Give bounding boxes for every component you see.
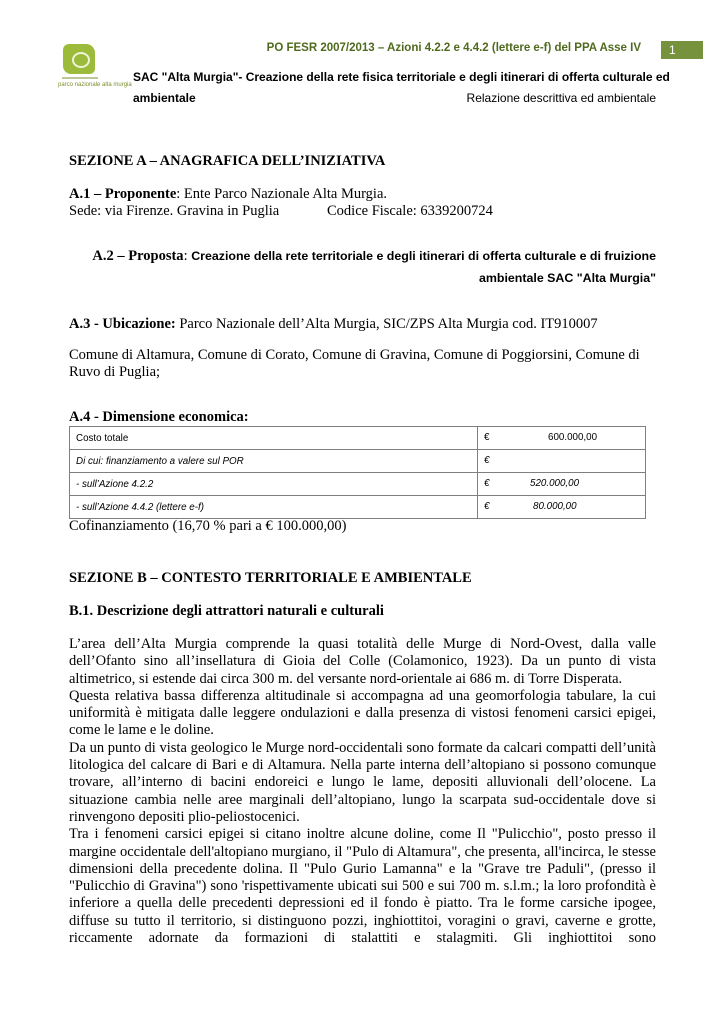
a2-colon: :	[183, 248, 192, 264]
amount: 600.000,00	[548, 432, 598, 443]
a2-value: Creazione della rete territoriale e degli itinerari di offerta culturale e di fruizione ambientale SAC "Alta Murgia"	[191, 249, 656, 285]
row-label: Costo totale	[70, 427, 478, 450]
a1-sede: Sede: via Firenze. Gravina in Puglia	[69, 203, 280, 219]
document-subtitle: Relazione descrittiva ed ambientale	[466, 91, 656, 105]
table-row	[70, 473, 646, 496]
a4-heading: A.4 - Dimensione economica:	[69, 409, 249, 425]
cofinanziamento: Cofinanziamento (16,70 % pari a € 100.000,00)	[69, 518, 347, 534]
a2-label: A.2 – Proposta	[92, 248, 184, 264]
row-label: Di cui: finanziamento a valere sul POR	[70, 450, 478, 473]
logo-divider	[62, 77, 98, 79]
paragraph: Da un punto di vista geologico le Murge nord-occidentali sono formate da calcari compatti dell’unità litologica del calcare di Bari e di Altamura. Nella parte interna dell’altopiano si possono comunque trovare, all’interno di bacini endoreici e lungo le lame, depositi alluvionali dell’olocene. La situazione cambia nelle aree marginali dell’altopiano, lungo la scarpata sud-occidentale dove si rinvengono depositi plio-peliostocenici.	[69, 739, 656, 825]
park-logo-icon	[63, 44, 95, 74]
row-amount-cell	[478, 427, 646, 450]
euro-symbol: €	[484, 432, 490, 443]
a1-codice-fiscale: Codice Fiscale: 6339200724	[327, 203, 493, 219]
euro-symbol: €	[484, 455, 490, 466]
euro-symbol: €	[484, 501, 490, 512]
a1-label: A.1 – Proponente	[69, 186, 177, 202]
paragraph: L’area dell’Alta Murgia comprende la quasi totalità delle Murge di Nord-Ovest, dalla valle dell’Ofanto sino all’insellatura di Gioia del Colle (Colamonico, 1923). Da un punto di vista altimetrico, si estende dai circa 300 m. del versante nord-orientale ai 686 m. di Torre Disperata.	[69, 636, 656, 687]
comuni-line1: Comune di Altamura, Comune di Corato, Comune di Gravina, Comune di Poggiorsini, Comune di	[69, 347, 640, 363]
document-title-line2: ambientale	[133, 91, 196, 105]
row-amount-cell	[478, 473, 646, 496]
a2-proposta	[69, 245, 656, 289]
row-label: - sull’Azione 4.4.2 (lettere e-f)	[70, 496, 478, 519]
a3-ubicazione	[69, 316, 598, 333]
comuni-line2: Ruvo di Puglia;	[69, 364, 161, 380]
paragraph: Questa relativa bassa differenza altitudinale si accompagna ad una geomorfologia tabulare, la cui uniformità è mitigata dalle leggere ondulazioni e dalla presenza di vistosi fenomeni carsici epigei, come le lame e le doline.	[69, 687, 656, 739]
table-row	[70, 427, 646, 450]
row-amount-cell	[478, 496, 646, 519]
a1-proponente	[69, 186, 387, 203]
b1-body	[69, 636, 656, 947]
section-a-heading: SEZIONE A – ANAGRAFICA DELL’INIZIATIVA	[69, 153, 386, 169]
section-b-heading: SEZIONE B – CONTESTO TERRITORIALE E AMBIENTALE	[69, 570, 472, 586]
row-amount-cell	[478, 450, 646, 473]
row-label: - sull’Azione 4.2.2	[70, 473, 478, 496]
paragraph: Tra i fenomeni carsici epigei si citano inoltre alcune doline, come Il "Pulicchio", posto presso il margine occidentale dell'altopiano murgiano, il "Pulo di Altamura", che presenta, all'incirca, le stesse dimensioni della precedente dolina. Il "Pulo Gurio Lamanna" e la "Grave tre Paduli", (presso il "Pulicchio di Gravina") sono 'rispettivamente ubicati sui 500 e sui 700 m. s.l.m.; la loro profondità è inferiore a quella delle precedenti depressioni ed il fondo è piatto. Tra le forme carsiche ipogee, diffuse su tutto il territorio, si distinguono pozzi, inghiottitoi, voragini o gravi, caverne e grotte, riccamente adornate da formazioni di stalattiti e stalagmiti. Gli inghiottitoi sono	[69, 826, 656, 947]
amount: 520.000,00	[530, 478, 580, 489]
document-title-line1: SAC "Alta Murgia"- Creazione della rete fisica territoriale e degli itinerari di offerta culturale ed	[133, 70, 670, 84]
program-header: PO FESR 2007/2013 – Azioni 4.2.2 e 4.4.2 (lettere e-f) del PPA Asse IV	[266, 42, 641, 54]
economic-table	[69, 426, 646, 519]
a3-value: Parco Nazionale dell’Alta Murgia, SIC/ZPS Alta Murgia cod. IT910007	[175, 316, 598, 332]
page-number-badge: 1	[661, 41, 703, 59]
b1-heading: B.1. Descrizione degli attrattori naturali e culturali	[69, 603, 384, 619]
park-logo	[58, 44, 132, 94]
table-row	[70, 496, 646, 519]
a1-value: : Ente Parco Nazionale Alta Murgia.	[176, 186, 388, 202]
logo-caption: parco nazionale alta murgia	[58, 82, 132, 88]
euro-symbol: €	[484, 478, 490, 489]
a3-label: A.3 - Ubicazione:	[69, 316, 176, 332]
amount: 80.000,00	[533, 501, 577, 512]
table-row	[70, 450, 646, 473]
